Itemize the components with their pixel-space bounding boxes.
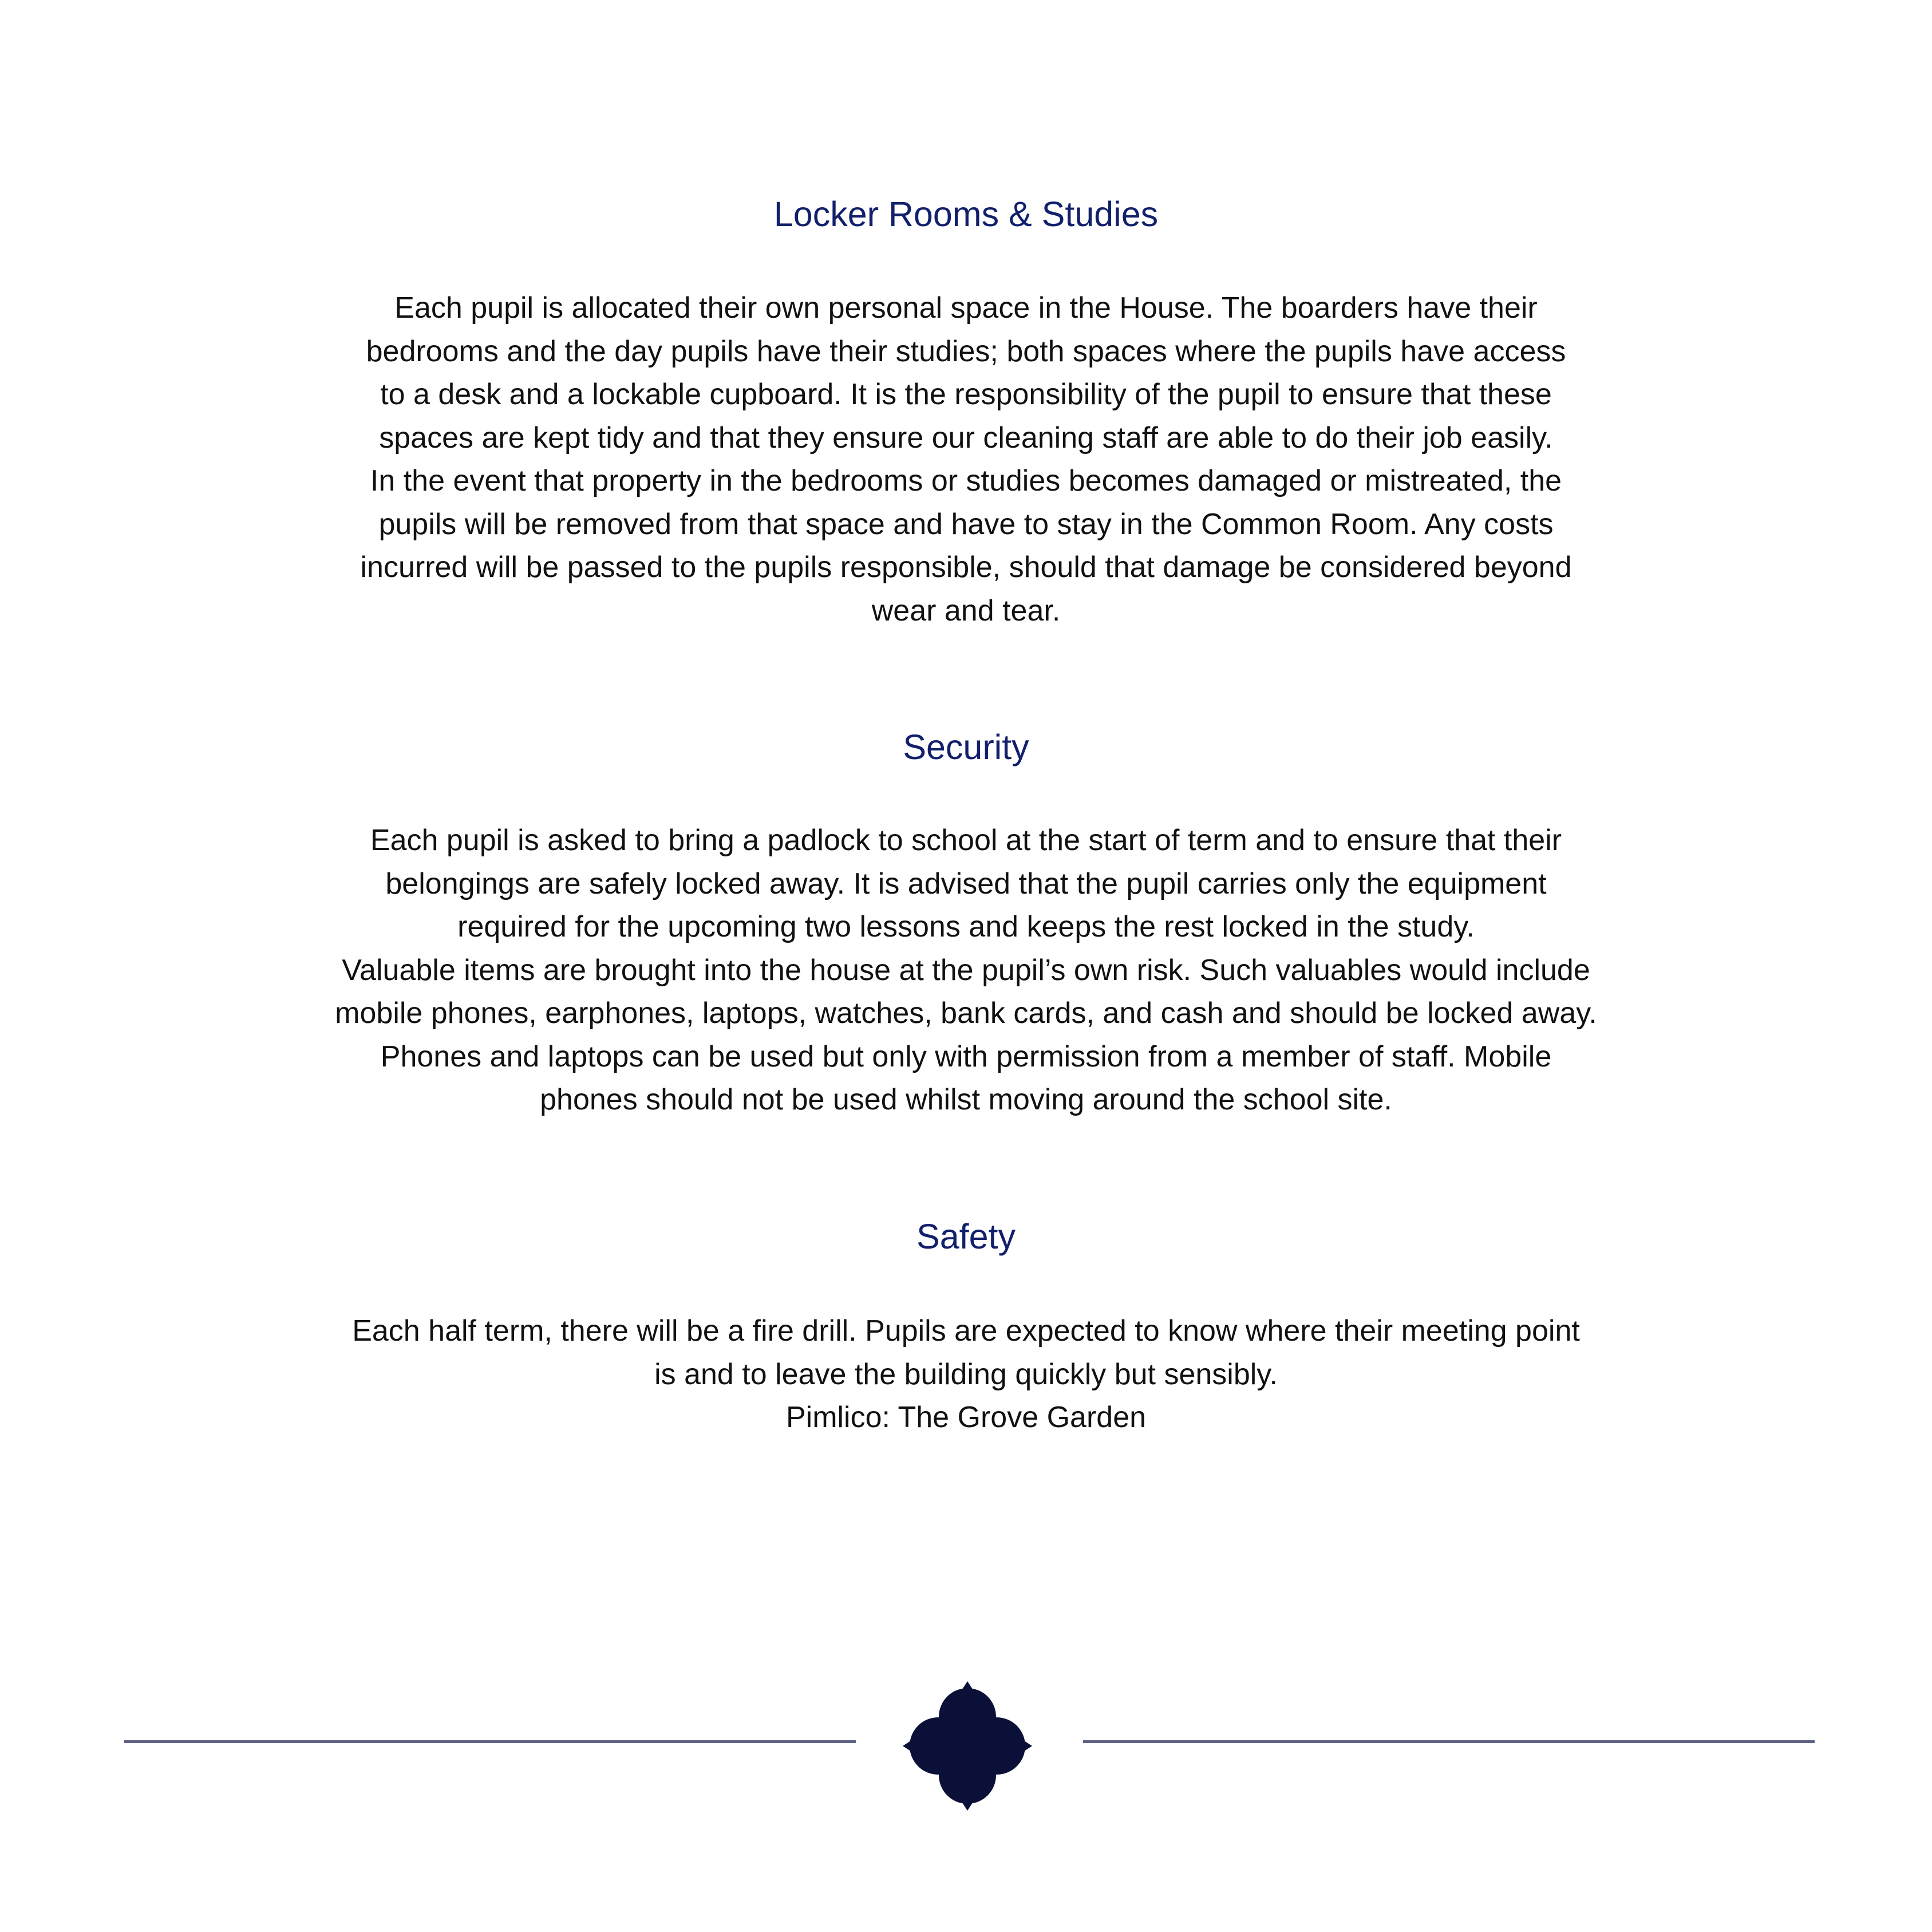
text-line: wear and tear. bbox=[871, 594, 1061, 627]
text-line: incurred will be passed to the pupils responsible, should that damage be considered beyond bbox=[360, 551, 1572, 584]
meeting-point: Pimlico: The Grove Garden bbox=[785, 1401, 1147, 1434]
section-heading: Safety bbox=[916, 1217, 1016, 1256]
text-line: Valuable items are brought into the house at the pupil’s own risk. Such valuables would include bbox=[342, 953, 1590, 987]
text-line: Each pupil is asked to bring a padlock to school at the start of term and to ensure that their bbox=[370, 824, 1562, 857]
section-safety bbox=[0, 1215, 1932, 1440]
section-paragraph bbox=[0, 287, 1932, 633]
text-line: In the event that property in the bedrooms or studies becomes damaged or mistreated, the bbox=[370, 464, 1562, 497]
text-line: belongings are safely locked away. It is advised that the pupil carries only the equipment bbox=[385, 867, 1547, 900]
section-locker-rooms bbox=[0, 192, 1932, 633]
text-line: is and to leave the building quickly but sensibly. bbox=[654, 1357, 1278, 1391]
section-heading: Security bbox=[903, 728, 1029, 767]
text-line: pupils will be removed from that space and have to stay in the Common Room. Any costs bbox=[378, 507, 1554, 541]
text-line: required for the upcoming two lessons and keeps the rest locked in the study. bbox=[457, 910, 1475, 943]
text-line: mobile phones, earphones, laptops, watches, bank cards, and cash and should be locked away. bbox=[335, 997, 1597, 1030]
section-paragraph bbox=[0, 1310, 1932, 1440]
footer-rule-right bbox=[1083, 1740, 1815, 1743]
section-heading: Locker Rooms & Studies bbox=[773, 195, 1159, 234]
section-paragraph bbox=[0, 819, 1932, 1122]
text-line: Phones and laptops can be used but only with permission from a member of staff. Mobile bbox=[380, 1040, 1552, 1073]
section-security bbox=[0, 725, 1932, 1122]
text-line: phones should not be used whilst moving around the school site. bbox=[540, 1083, 1392, 1116]
text-line: to a desk and a lockable cupboard. It is the responsibility of the pupil to ensure that these bbox=[380, 378, 1552, 411]
footer-rule-left bbox=[124, 1740, 856, 1743]
text-line: bedrooms and the day pupils have their studies; both spaces where the pupils have access bbox=[366, 334, 1566, 368]
text-line: Each pupil is allocated their own personal space in the House. The boarders have their bbox=[394, 291, 1538, 325]
text-line: spaces are kept tidy and that they ensure our cleaning staff are able to do their job easily. bbox=[379, 421, 1553, 455]
text-line: Each half term, there will be a fire drill. Pupils are expected to know where their meeting point bbox=[352, 1314, 1580, 1348]
quatrefoil-emblem-icon bbox=[902, 1680, 1033, 1812]
